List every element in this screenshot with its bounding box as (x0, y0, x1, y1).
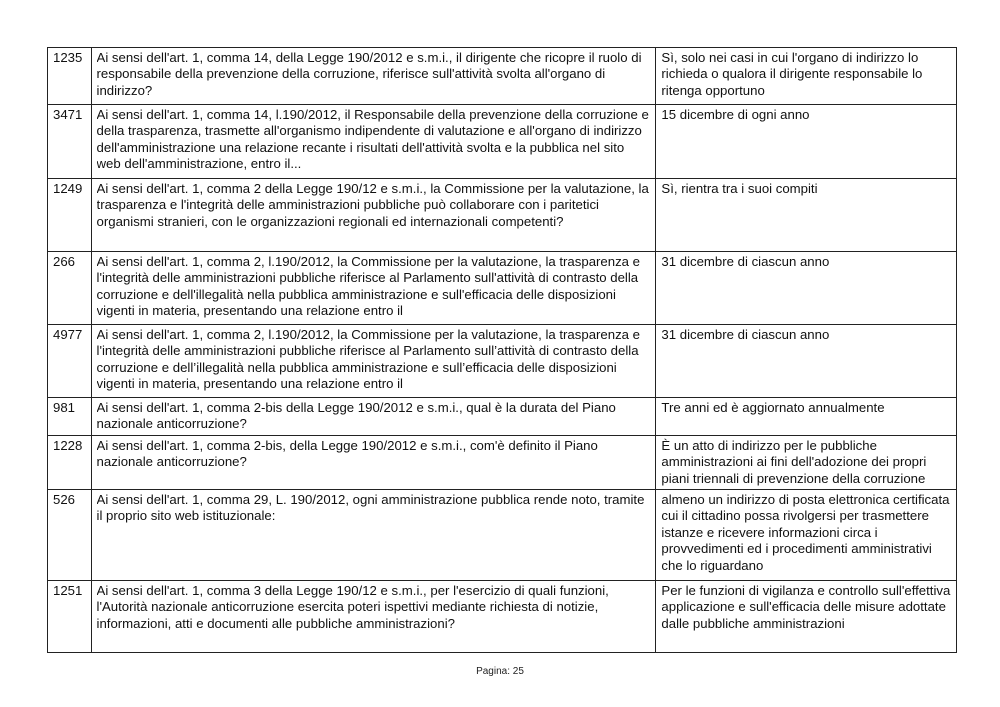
question-text: Ai sensi dell'art. 1, comma 2, l.190/2012, la Commissione per la valutazione, la trasparenza e l'integrità delle amministrazioni pubbliche riferisce al Parlamento sull'attività di contrasto della corruzione e dell'illegalità nella pubblica amministrazione e sull'efficacia delle disposizioni vigenti in materia, presentando una relazione entro il (91, 252, 656, 325)
question-id: 266 (48, 252, 92, 325)
answer-text: È un atto di indirizzo per le pubbliche amministrazioni ai fini dell'adozione dei propri piani triennali di prevenzione della corruzione (656, 436, 957, 490)
question-text: Ai sensi dell'art. 1, comma 29, L. 190/2012, ogni amministrazione pubblica rende noto, tramite il proprio sito web istituzionale: (91, 490, 656, 581)
table-row (48, 436, 957, 490)
table-row (48, 325, 957, 398)
question-id: 526 (48, 490, 92, 581)
question-text: Ai sensi dell'art. 1, comma 2-bis, della Legge 190/2012 e s.m.i., com'è definito il Piano nazionale anticorruzione? (91, 436, 656, 490)
answer-text: Tre anni ed è aggiornato annualmente (656, 398, 957, 436)
answer-text: 15 dicembre di ogni anno (656, 105, 957, 179)
question-text: Ai sensi dell'art. 1, comma 2, l.190/2012, la Commissione per la valutazione, la trasparenza e l'integrità delle amministrazioni pubbliche riferisce al Parlamento sull’attività di contrasto della corruzione e dell’illegalità nella pubblica amministrazione e sull’efficacia delle disposizioni vigenti in materia, presentando una relazione entro il (91, 325, 656, 398)
answer-text: Sì, solo nei casi in cui l'organo di indirizzo lo richieda o qualora il dirigente responsabile lo ritenga opportuno (656, 48, 957, 105)
question-text: Ai sensi dell'art. 1, comma 14, della Legge 190/2012 e s.m.i., il dirigente che ricopre il ruolo di responsabile della prevenzione della corruzione, riferisce sull'attività svolta all'organo di indirizzo? (91, 48, 656, 105)
table-row (48, 252, 957, 325)
question-id: 4977 (48, 325, 92, 398)
answer-text: Sì, rientra tra i suoi compiti (656, 179, 957, 252)
question-id: 981 (48, 398, 92, 436)
question-text: Ai sensi dell'art. 1, comma 14, l.190/2012, il Responsabile della prevenzione della corruzione e della trasparenza, trasmette all'organismo indipendente di valutazione e all'organo di indirizzo dell'amministrazione una relazione recante i risultati dell'attività svolta e la pubblica nel sito web dell'amministrazione, entro il... (91, 105, 656, 179)
question-id: 1228 (48, 436, 92, 490)
table-row (48, 179, 957, 252)
question-id: 3471 (48, 105, 92, 179)
table-row (48, 398, 957, 436)
table-row (48, 581, 957, 653)
table-row (48, 48, 957, 105)
answer-text: 31 dicembre di ciascun anno (656, 325, 957, 398)
question-id: 1235 (48, 48, 92, 105)
answer-text: almeno un indirizzo di posta elettronica certificata cui il cittadino possa rivolgersi per trasmettere istanze e ricevere informazioni circa i provvedimenti ed i procedimenti amministrativi che lo riguardano (656, 490, 957, 581)
answer-text: Per le funzioni di vigilanza e controllo sull'effettiva applicazione e sull'efficacia delle misure adottate dalle pubbliche amministrazioni (656, 581, 957, 653)
answer-text: 31 dicembre di ciascun anno (656, 252, 957, 325)
question-text: Ai sensi dell'art. 1, comma 3 della Legge 190/12 e s.m.i., per l'esercizio di quali funzioni, l'Autorità nazionale anticorruzione esercita poteri ispettivi mediante richiesta di notizie, informazioni, atti e documenti alle pubbliche amministrazioni? (91, 581, 656, 653)
table-row (48, 490, 957, 581)
question-text: Ai sensi dell'art. 1, comma 2 della Legge 190/12 e s.m.i., la Commissione per la valutazione, la trasparenza e l'integrità delle amministrazioni pubbliche può collaborare con i paritetici organismi stranieri, con le organizzazioni regionali ed internazionali competenti? (91, 179, 656, 252)
question-id: 1249 (48, 179, 92, 252)
question-id: 1251 (48, 581, 92, 653)
question-text: Ai sensi dell'art. 1, comma 2-bis della Legge 190/2012 e s.m.i., qual è la durata del Piano nazionale anticorruzione? (91, 398, 656, 436)
page-number: Pagina: 25 (476, 666, 524, 677)
questions-table (47, 47, 957, 653)
table-row (48, 105, 957, 179)
